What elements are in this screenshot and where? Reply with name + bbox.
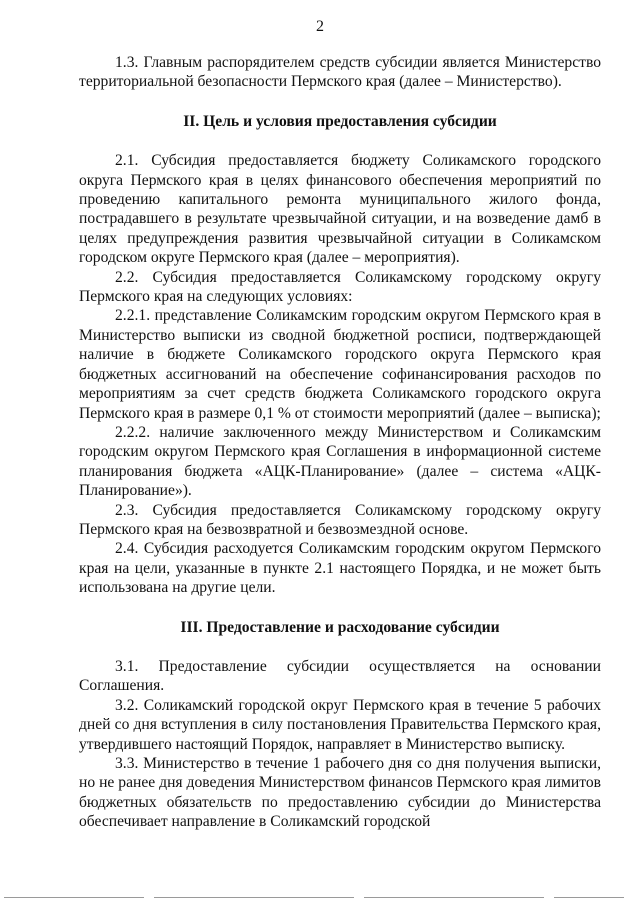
- paragraph-3-1: 3.1. Предоставление субсидии осуществляется на основании Соглашения.: [79, 657, 601, 695]
- document-body: [79, 53, 601, 832]
- paragraph-2-2: 2.2. Субсидия предоставляется Соликамскому городскому округу Пермского края на следующих условиях:: [79, 268, 601, 306]
- scan-bottom-edge: [4, 897, 624, 901]
- paragraph-3-2: 3.2. Соликамский городской округ Пермского края в течение 5 рабочих дней со дня вступления в силу постановления Правительства Пермского края, утвердившего настоящий Порядок, направляет в Министерство выписку.: [79, 696, 601, 753]
- paragraph-2-4: 2.4. Субсидия расходуется Соликамским городским округом Пермского края на цели, указанные в пункте 2.1 настоящего Порядка, и не может быть использована на другие цели.: [79, 540, 601, 597]
- page-number: 2: [316, 18, 324, 35]
- section-heading-2: II. Цель и условия предоставления субсидии: [183, 112, 497, 130]
- paragraph-2-2-1: 2.2.1. представление Соликамским городским округом Пермского края в Министерство выписки из сводной бюджетной росписи, подтверждающей наличие в бюджете Соликамского городского округа Пермского края бюджетных ассигнований на обеспечение софинансирования расходов по мероприятиям за счет средств бюджета Соликамского городского округа Пермского края в размере 0,1 % от стоимости мероприятий (далее – выписка);: [79, 307, 601, 422]
- paragraph-2-3: 2.3. Субсидия предоставляется Соликамскому городскому округу Пермского края на безвозвратной и безвозмездной основе.: [79, 501, 601, 538]
- paragraph-1-3: 1.3. Главным распорядителем средств субсидии является Министерство территориальной безопасности Пермского края (далее – Министерство).: [79, 54, 601, 91]
- paragraph-2-1: 2.1. Субсидия предоставляется бюджету Соликамского городского округа Пермского края в целях финансового обеспечения мероприятий по проведению капитального ремонта муниципального жилого фонда, пострадавшего в результате чрезвычайной ситуации, и на возведение дамб в целях предупреждения развития чрезвычайной ситуации в Соликамском городском округе Пермского края (далее – мероприятия).: [79, 152, 601, 267]
- paragraph-3-3: 3.3. Министерство в течение 1 рабочего дня со дня получения выписки, но не ранее дня доведения Министерством финансов Пермского края лимитов бюджетных обязательств по предоставлению субсидии до Министерства обеспечивает направление в Соликамский городской: [79, 755, 601, 831]
- paragraph-2-2-2: 2.2.2. наличие заключенного между Министерством и Соликамским городским округом Пермского края Соглашения в информационной системе планирования бюджета «АЦК-Планирование» (далее – система «АЦК-Планирование»).: [79, 423, 601, 500]
- section-heading-3: III. Предоставление и расходование субсидии: [180, 618, 500, 636]
